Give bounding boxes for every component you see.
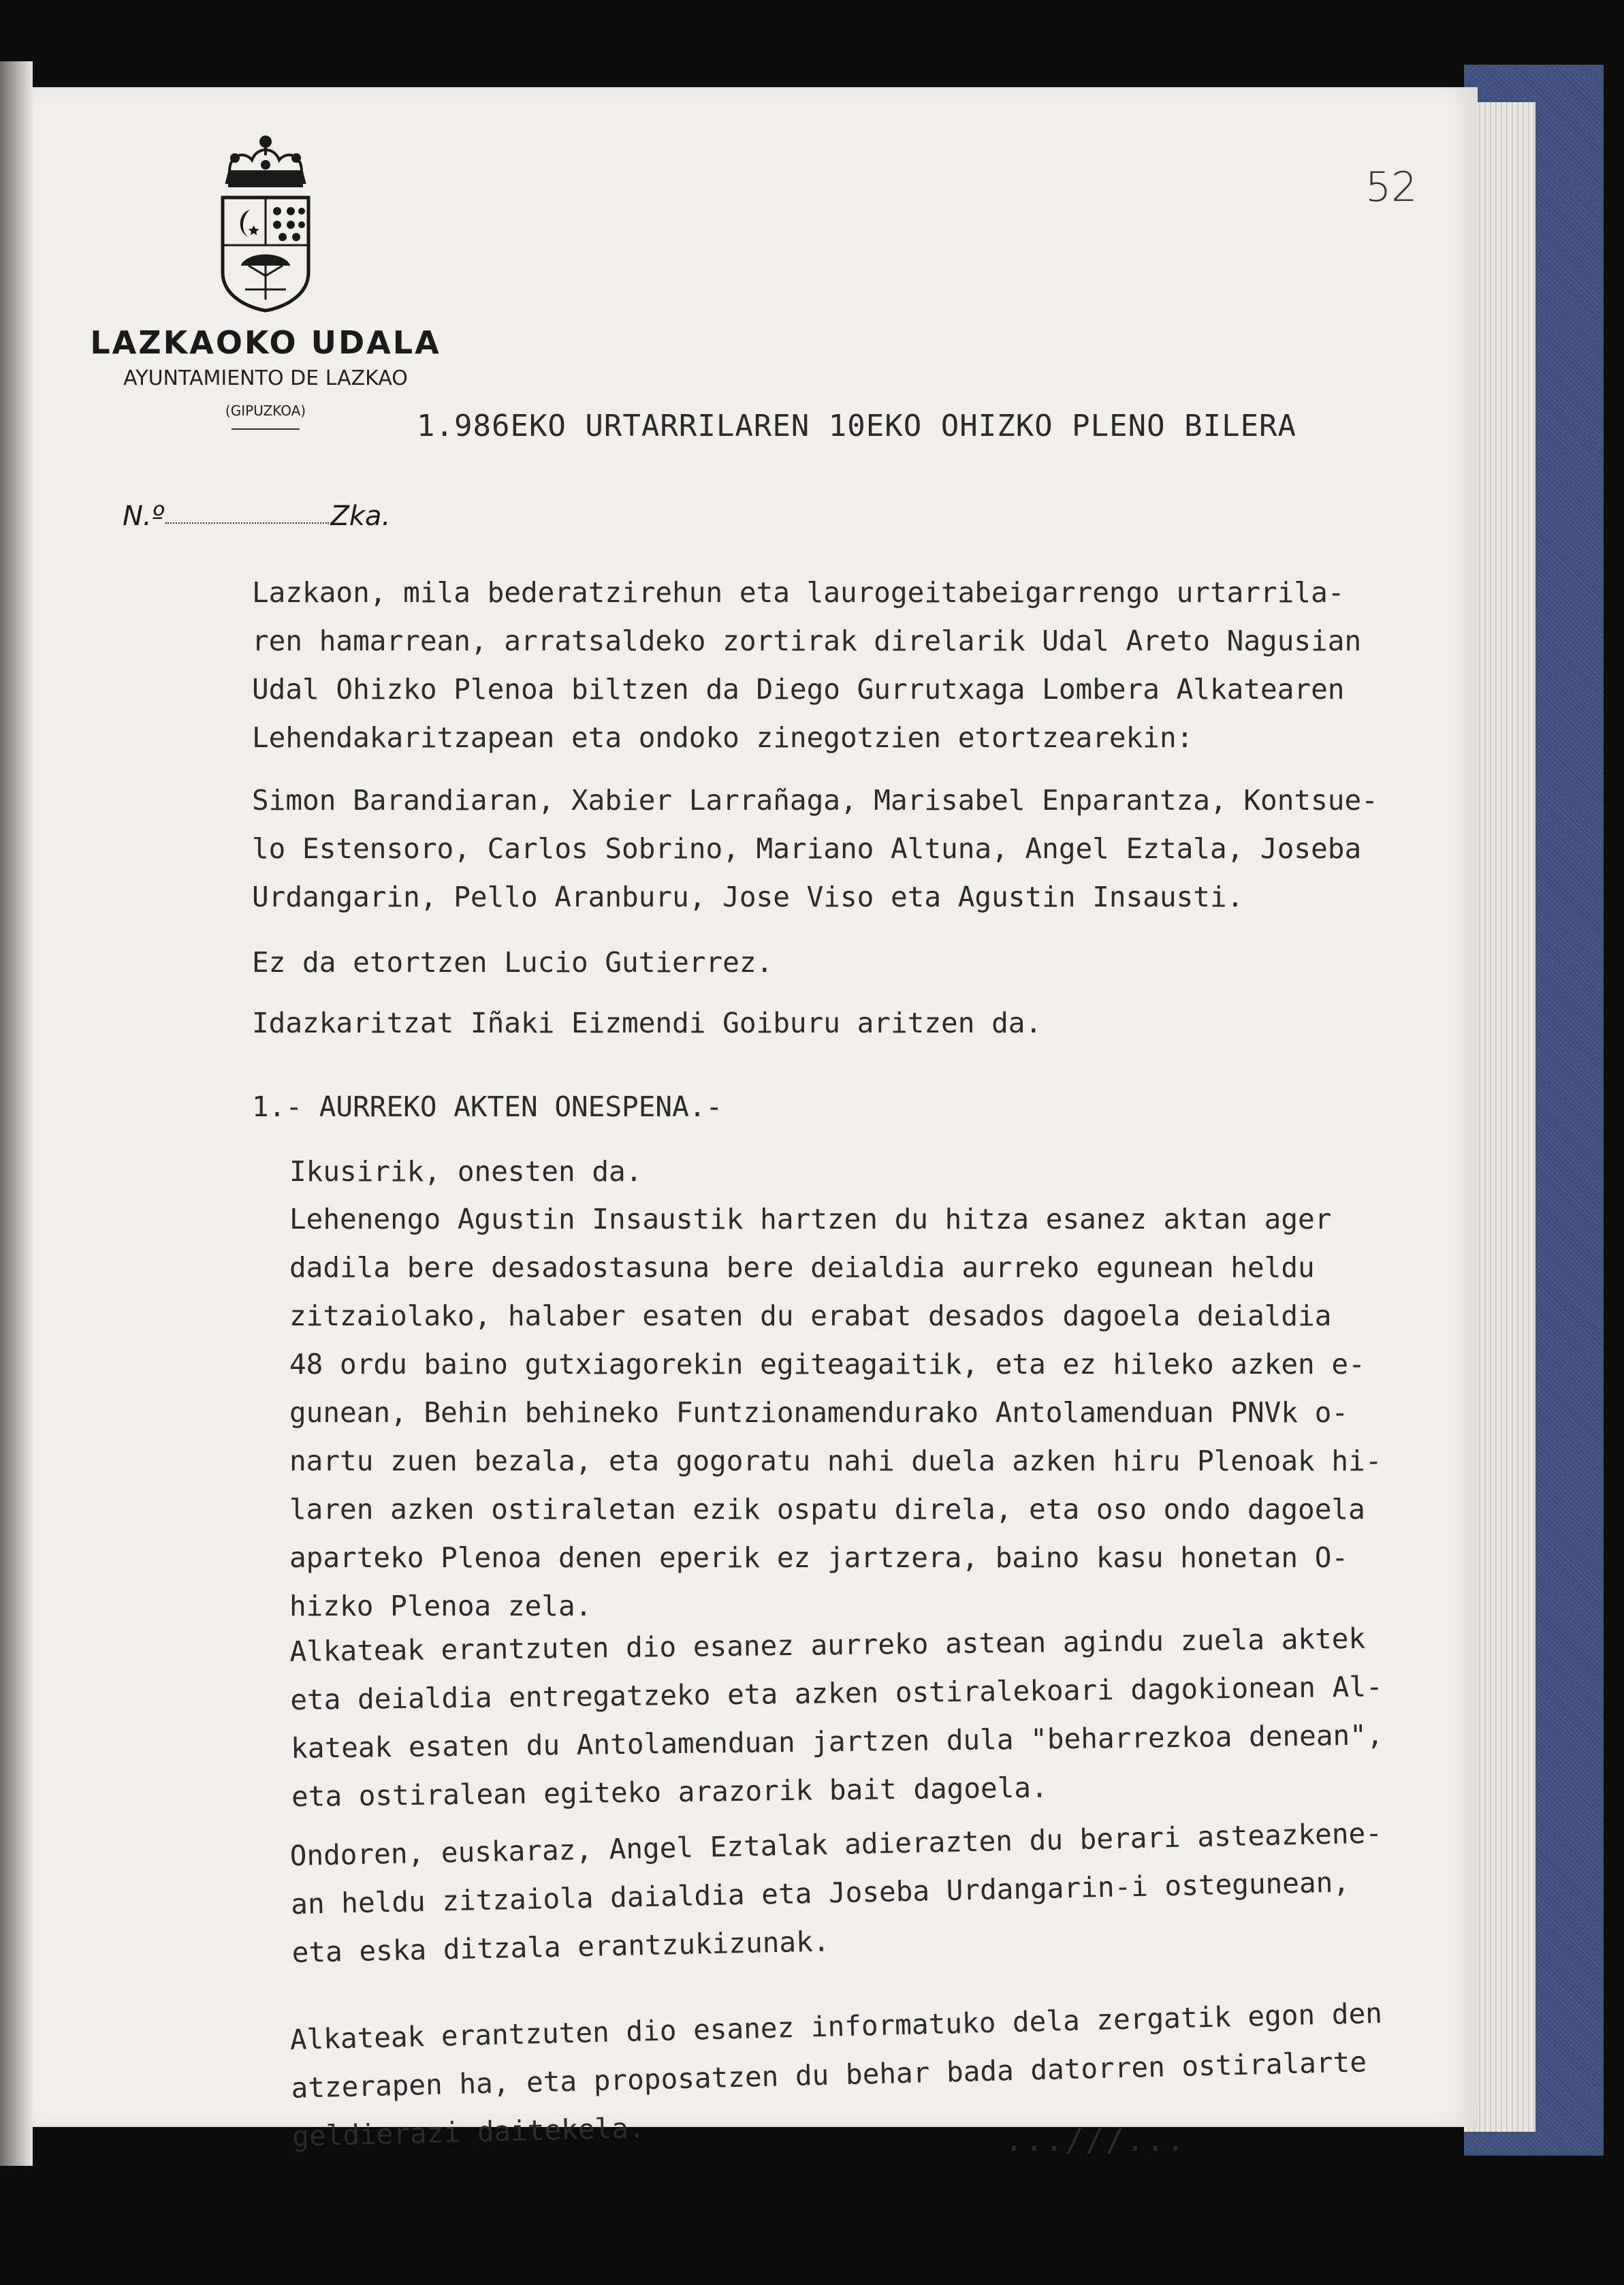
organization-subtitle: AYUNTAMIENTO DE LAZKAO (123, 366, 408, 390)
paragraph-attendees: Simon Barandiaran, Xabier Larrañaga, Marisabel Enparantza, Kontsue- lo Estensoro, Carlos Sobrino, Mariano Altuna, Angel Eztala, Joseba Urdangarin, Pello Aranburu, Jose Viso eta Agustin Insausti. (252, 784, 1378, 913)
letterhead-rule (232, 428, 300, 430)
reference-blank (165, 521, 329, 524)
document-title: 1.986EKO URTARRILAREN 10EKO OHIZKO PLENO BILERA (417, 409, 1297, 443)
page-number: 52 (1365, 163, 1418, 211)
reference-number-line (123, 501, 390, 532)
section-paragraph: Alkateak erantzuten dio esanez informatuko dela zergatik egon den atzerapen ha, eta proposatzen du behar bada datorren ostiralarte geldierazi daitekela. (289, 1996, 1383, 2153)
reference-suffix: Zka. (330, 501, 391, 532)
organization-name: LAZKAOKO UDALA (90, 324, 441, 361)
section-heading: 1.- AURREKO AKTEN ONESPENA.- (252, 1090, 723, 1123)
coat-of-arms-icon (214, 129, 317, 313)
letterhead (89, 129, 443, 430)
section-paragraph: Lehenengo Agustin Insaustik hartzen du hitza esanez aktan ager dadila bere desadostasuna bere deialdia aurreko egunean heldu zitzaiolako, halaber esaten du erabat desados dagoela deialdia 48 ordu baino gutxiagorekin egiteagaitik, eta ez hileko azken e- gunean, Behin behineko Funtzionamendurako Antolamenduan PNVk o- nartu zuen bezala, eta gogoratu nahi duela azken hiru Plenoak hi- laren azken ostiraletan ezik ospatu direla, eta oso ondo dagoela aparteko Plenoa denen eperik ez jartzera, baino kasu honetan O- hizko Plenoa zela. (289, 1203, 1382, 1622)
section-paragraph: Alkateak erantzuten dio esanez aurreko astean agindu zuela aktek eta deialdia entregatzeko eta azken ostiralekoari dagokionean Al- kateak esaten du Antolamenduan jartzen dula "beharrezkoa denean", eta ostiralean egiteko arazorik bait dagoela. (289, 1622, 1384, 1813)
continuation-mark: ...///... (1004, 2122, 1187, 2158)
section-paragraph: Ikusirik, onesten da. (289, 1155, 643, 1188)
section-paragraph: Ondoren, euskaraz, Angel Eztalak adierazten du berari asteazkene- an heldu zitzaiola daialdia eta Joseba Urdangarin-i ostegunean, eta eska ditzala erantzukizunak. (289, 1816, 1383, 1969)
paragraph-secretary: Idazkaritzat Iñaki Eizmendi Goiburu aritzen da. (252, 1007, 1042, 1039)
organization-province: (GIPUZKOA) (225, 403, 306, 419)
reference-prefix: N.º (123, 501, 165, 532)
facing-page-edge (0, 61, 33, 2166)
paragraph-opening: Lazkaon, mila bederatzirehun eta laurogeitabeigarrengo urtarrila- ren hamarrean, arratsaldeko zortirak direlarik Udal Areto Nagusian Udal Ohizko Plenoa biltzen da Diego Gurrutxaga Lombera Alkatearen Lehendakaritzapean eta ondoko zinegotzien etortzearekin: (252, 576, 1362, 754)
paragraph-absent: Ez da etortzen Lucio Gutierrez. (252, 946, 774, 979)
